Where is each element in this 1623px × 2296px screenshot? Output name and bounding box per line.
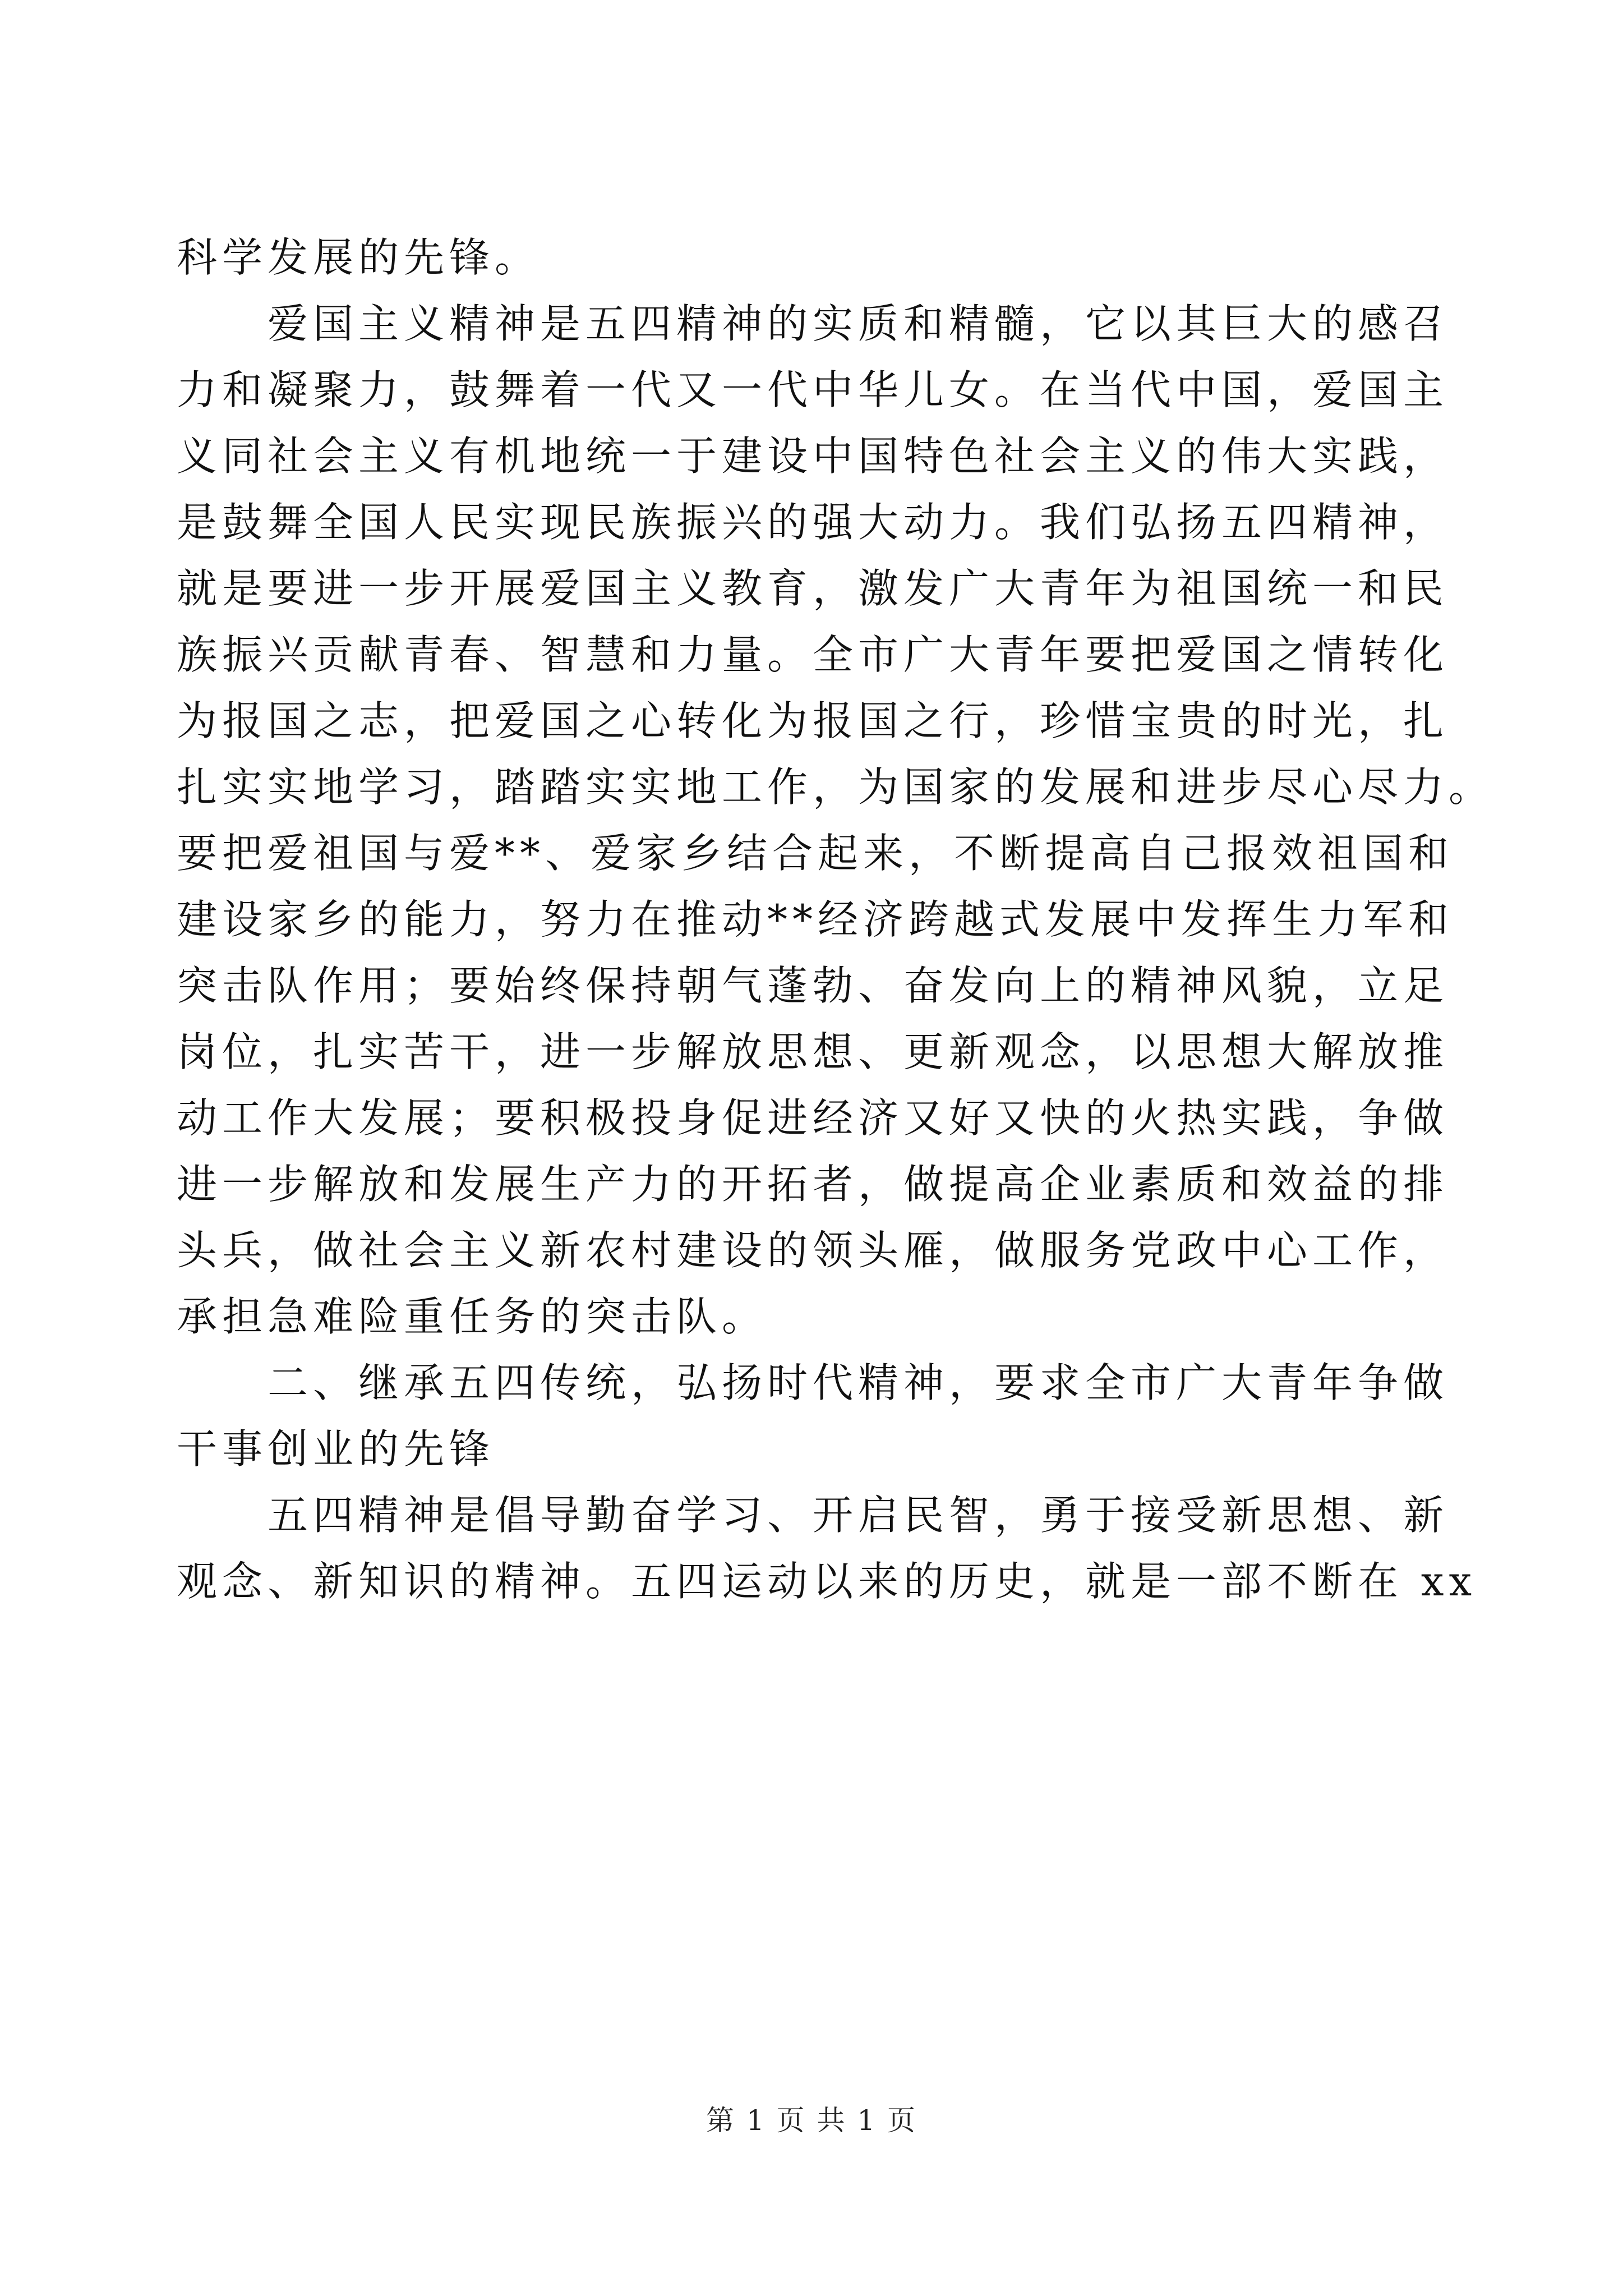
text-line: 是鼓舞全国人民实现民族振兴的强大动力。我们弘扬五四精神， [177, 499, 1449, 546]
text-line: 岗位，扎实苦干，进一步解放思想、更新观念，以思想大解放推 [177, 1028, 1449, 1075]
section-heading-line: 二、继承五四传统，弘扬时代精神，要求全市广大青年争做 [177, 1359, 1449, 1406]
text-line: 头兵，做社会主义新农村建设的领头雁，做服务党政中心工作， [177, 1227, 1449, 1274]
text-line: 为报国之志，把爱国之心转化为报国之行，珍惜宝贵的时光，扎 [177, 697, 1449, 744]
text-line: 义同社会主义有机地统一于建设中国特色社会主义的伟大实践， [177, 432, 1449, 480]
text-line: 动工作大发展；要积极投身促进经济又好又快的火热实践，争做 [177, 1094, 1449, 1142]
text-line: 要把爱祖国与爱**、爱家乡结合起来，不断提高自己报效祖国和 [177, 830, 1454, 877]
text-line: 族振兴贡献青春、智慧和力量。全市广大青年要把爱国之情转化 [177, 631, 1449, 678]
text-line: 承担急难险重任务的突击队。 [177, 1293, 768, 1340]
text-line: 观念、新知识的精神。五四运动以来的历史，就是一部不断在 xx [177, 1558, 1477, 1605]
text-line: 突击队作用；要始终保持朝气蓬勃、奋发向上的精神风貌，立足 [177, 962, 1449, 1009]
text-line: 进一步解放和发展生产力的开拓者，做提高企业素质和效益的排 [177, 1161, 1449, 1208]
section-heading-line: 干事创业的先锋 [177, 1425, 495, 1473]
text-line: 力和凝聚力，鼓舞着一代又一代中华儿女。在当代中国，爱国主 [177, 366, 1449, 413]
page-number-footer: 第 1 页 共 1 页 [706, 2104, 917, 2137]
text-line: 就是要进一步开展爱国主义教育，激发广大青年为祖国统一和民 [177, 565, 1449, 612]
text-line: 扎实实地学习，踏踏实实地工作，为国家的发展和进步尽心尽力。 [177, 763, 1495, 811]
text-line: 建设家乡的能力，努力在推动**经济跨越式发展中发挥生力军和 [177, 896, 1454, 943]
document-body [177, 224, 1495, 1614]
text-line: 五四精神是倡导勤奋学习、开启民智，勇于接受新思想、新 [177, 1492, 1449, 1539]
text-line: 科学发展的先锋。 [177, 234, 541, 281]
text-line: 爱国主义精神是五四精神的实质和精髓，它以其巨大的感召 [177, 300, 1449, 347]
